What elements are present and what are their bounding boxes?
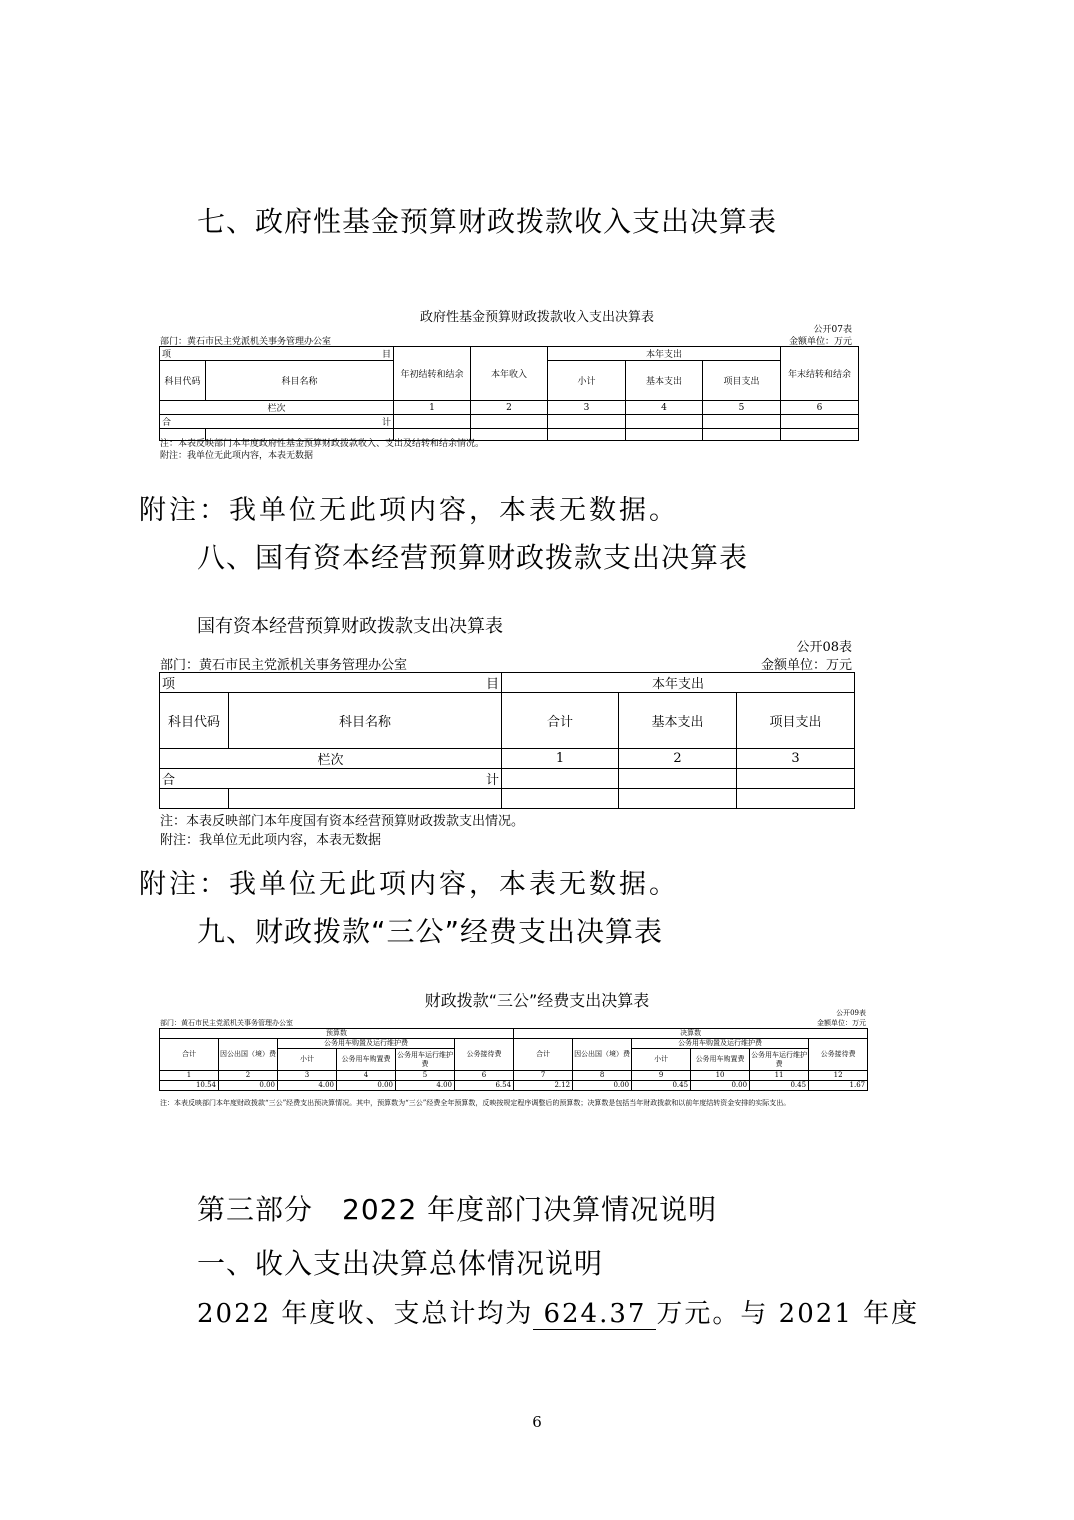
sec9-dept: 部门：黄石市民主党派机关事务管理办公室 — [160, 1019, 293, 1027]
sec9-final-header: 决算数 — [514, 1029, 868, 1039]
sec7-h-exp: 本年支出 — [548, 347, 781, 361]
sec8-xiangmu-header: 项 目 — [160, 673, 502, 693]
sec7-table-title: 政府性基金预算财政拨款收入支出决算表 — [419, 310, 654, 325]
part3-subheading: 一、收入支出决算总体情况说明 — [197, 1247, 604, 1280]
sec7-remark: 附注：我单位无此项内容，本表无数据。 — [139, 495, 679, 526]
sec7-lanci: 栏次 — [160, 401, 394, 415]
page-number: 6 — [532, 1413, 542, 1431]
sec8-note2: 附注：我单位无此项内容，本表无数据 — [160, 833, 382, 848]
sec9-table-title: 财政拨款“三公”经费支出决算表 — [424, 991, 650, 1010]
sec7-h-begin: 年初结转和结余 — [394, 347, 471, 401]
part3-title: 第三部分 2022 年度部门决算情况说明 — [197, 1193, 718, 1226]
sec9-value-row: 10.54 0.00 4.00 0.00 4.00 6.54 2.12 0.00 0.45 0.00 0.45 1.67 — [160, 1081, 868, 1091]
sec8-lanci: 栏次 — [160, 749, 502, 769]
part3-summary-line: 2022 年度收、支总计均为 624.37 万元。与 2021 年度 — [197, 1299, 920, 1329]
sec7-h-code: 科目代码 — [160, 361, 206, 401]
sec7-h-end: 年末结转和结余 — [781, 347, 859, 401]
sec8-total-row: 合 计 — [160, 769, 502, 789]
sec9-budget-header: 预算数 — [160, 1029, 514, 1039]
sec8-heading: 八、国有资本经营预算财政拨款支出决算表 — [197, 541, 749, 574]
sec7-note1: 注：本表反映部门本年度政府性基金预算财政拨款收入、支出及结转和结余情况。 — [160, 439, 485, 449]
sec9-heading: 九、财政拨款“三公”经费支出决算表 — [197, 915, 664, 948]
sec7-unit: 金额单位：万元 — [788, 337, 852, 347]
sec9-table: 预算数 决算数 合计 因公出国（境）费 公务用车购置及运行维护费 公务接待费 合计 因公出国（境）费 公务用车购置及运行维护费 公务接待费 小计 公务用车购置费 公务用车运行维护费 小计 公务用车购置费 公务用车运行维护费 1 2 3 4 5 6 7 8 9 10 11 12 10.54 0.00 4.00 0.00 4.00 6.54 2.12 0.00 0.45 0.00 0.45 1.67 — [159, 1028, 868, 1091]
sec8-table-title: 国有资本经营预算财政拨款支出决算表 — [197, 616, 503, 637]
sec7-code: 公开07表 — [813, 325, 852, 335]
sec8-table: 项 目 本年支出 科目代码 科目名称 合计 基本支出 项目支出 栏次 1 2 3 合 计 — [159, 672, 855, 809]
sec9-unit: 金额单位：万元 — [817, 1019, 866, 1027]
total-amount: 624.37 — [533, 1299, 656, 1330]
sec7-h-income: 本年收入 — [471, 347, 548, 401]
sec9-note: 注：本表反映部门本年度财政拨款“三公”经费支出预决算情况。其中，预算数为“三公”经费全年预算数，反映按规定程序调整后的预算数；决算数是包括当年财政拨款和以前年度结转资金安排的实际支出。 — [160, 1099, 791, 1107]
sec7-xiangmu-header: 项 目 — [160, 347, 394, 361]
sec8-h-code: 科目代码 — [160, 693, 229, 749]
sec7-heading: 七、政府性基金预算财政拨款收入支出决算表 — [197, 205, 778, 238]
sec8-unit: 金额单位：万元 — [760, 658, 852, 673]
sec8-h-exp: 本年支出 — [502, 673, 855, 693]
sec7-dept: 部门：黄石市民主党派机关事务管理办公室 — [160, 337, 332, 347]
sec7-table: 项 目 年初结转和结余 本年收入 本年支出 年末结转和结余 科目代码 科目名称 小计 基本支出 项目支出 栏次 1 2 3 4 5 6 合 计 — [159, 346, 859, 441]
sec8-remark: 附注：我单位无此项内容，本表无数据。 — [139, 869, 679, 900]
sec8-code: 公开08表 — [796, 640, 852, 655]
sec7-h-subtotal: 小计 — [548, 361, 626, 401]
sec8-h-total: 合计 — [502, 693, 619, 749]
sec8-note1: 注：本表反映部门本年度国有资本经营预算财政拨款支出情况。 — [160, 814, 525, 829]
sec7-total-row: 合 计 — [160, 415, 394, 429]
sec8-h-project: 项目支出 — [737, 693, 855, 749]
sec8-h-basic: 基本支出 — [619, 693, 737, 749]
sec9-num-row: 1 2 3 4 5 6 7 8 9 10 11 12 — [160, 1071, 868, 1081]
sec7-h-basic: 基本支出 — [626, 361, 703, 401]
sec8-dept: 部门：黄石市民主党派机关事务管理办公室 — [160, 658, 408, 673]
sec7-note2: 附注：我单位无此项内容，本表无数据 — [160, 451, 314, 461]
sec9-code: 公开09表 — [836, 1009, 866, 1017]
sec8-h-name: 科目名称 — [229, 693, 502, 749]
sec7-h-project: 项目支出 — [703, 361, 781, 401]
sec7-h-name: 科目名称 — [206, 361, 394, 401]
